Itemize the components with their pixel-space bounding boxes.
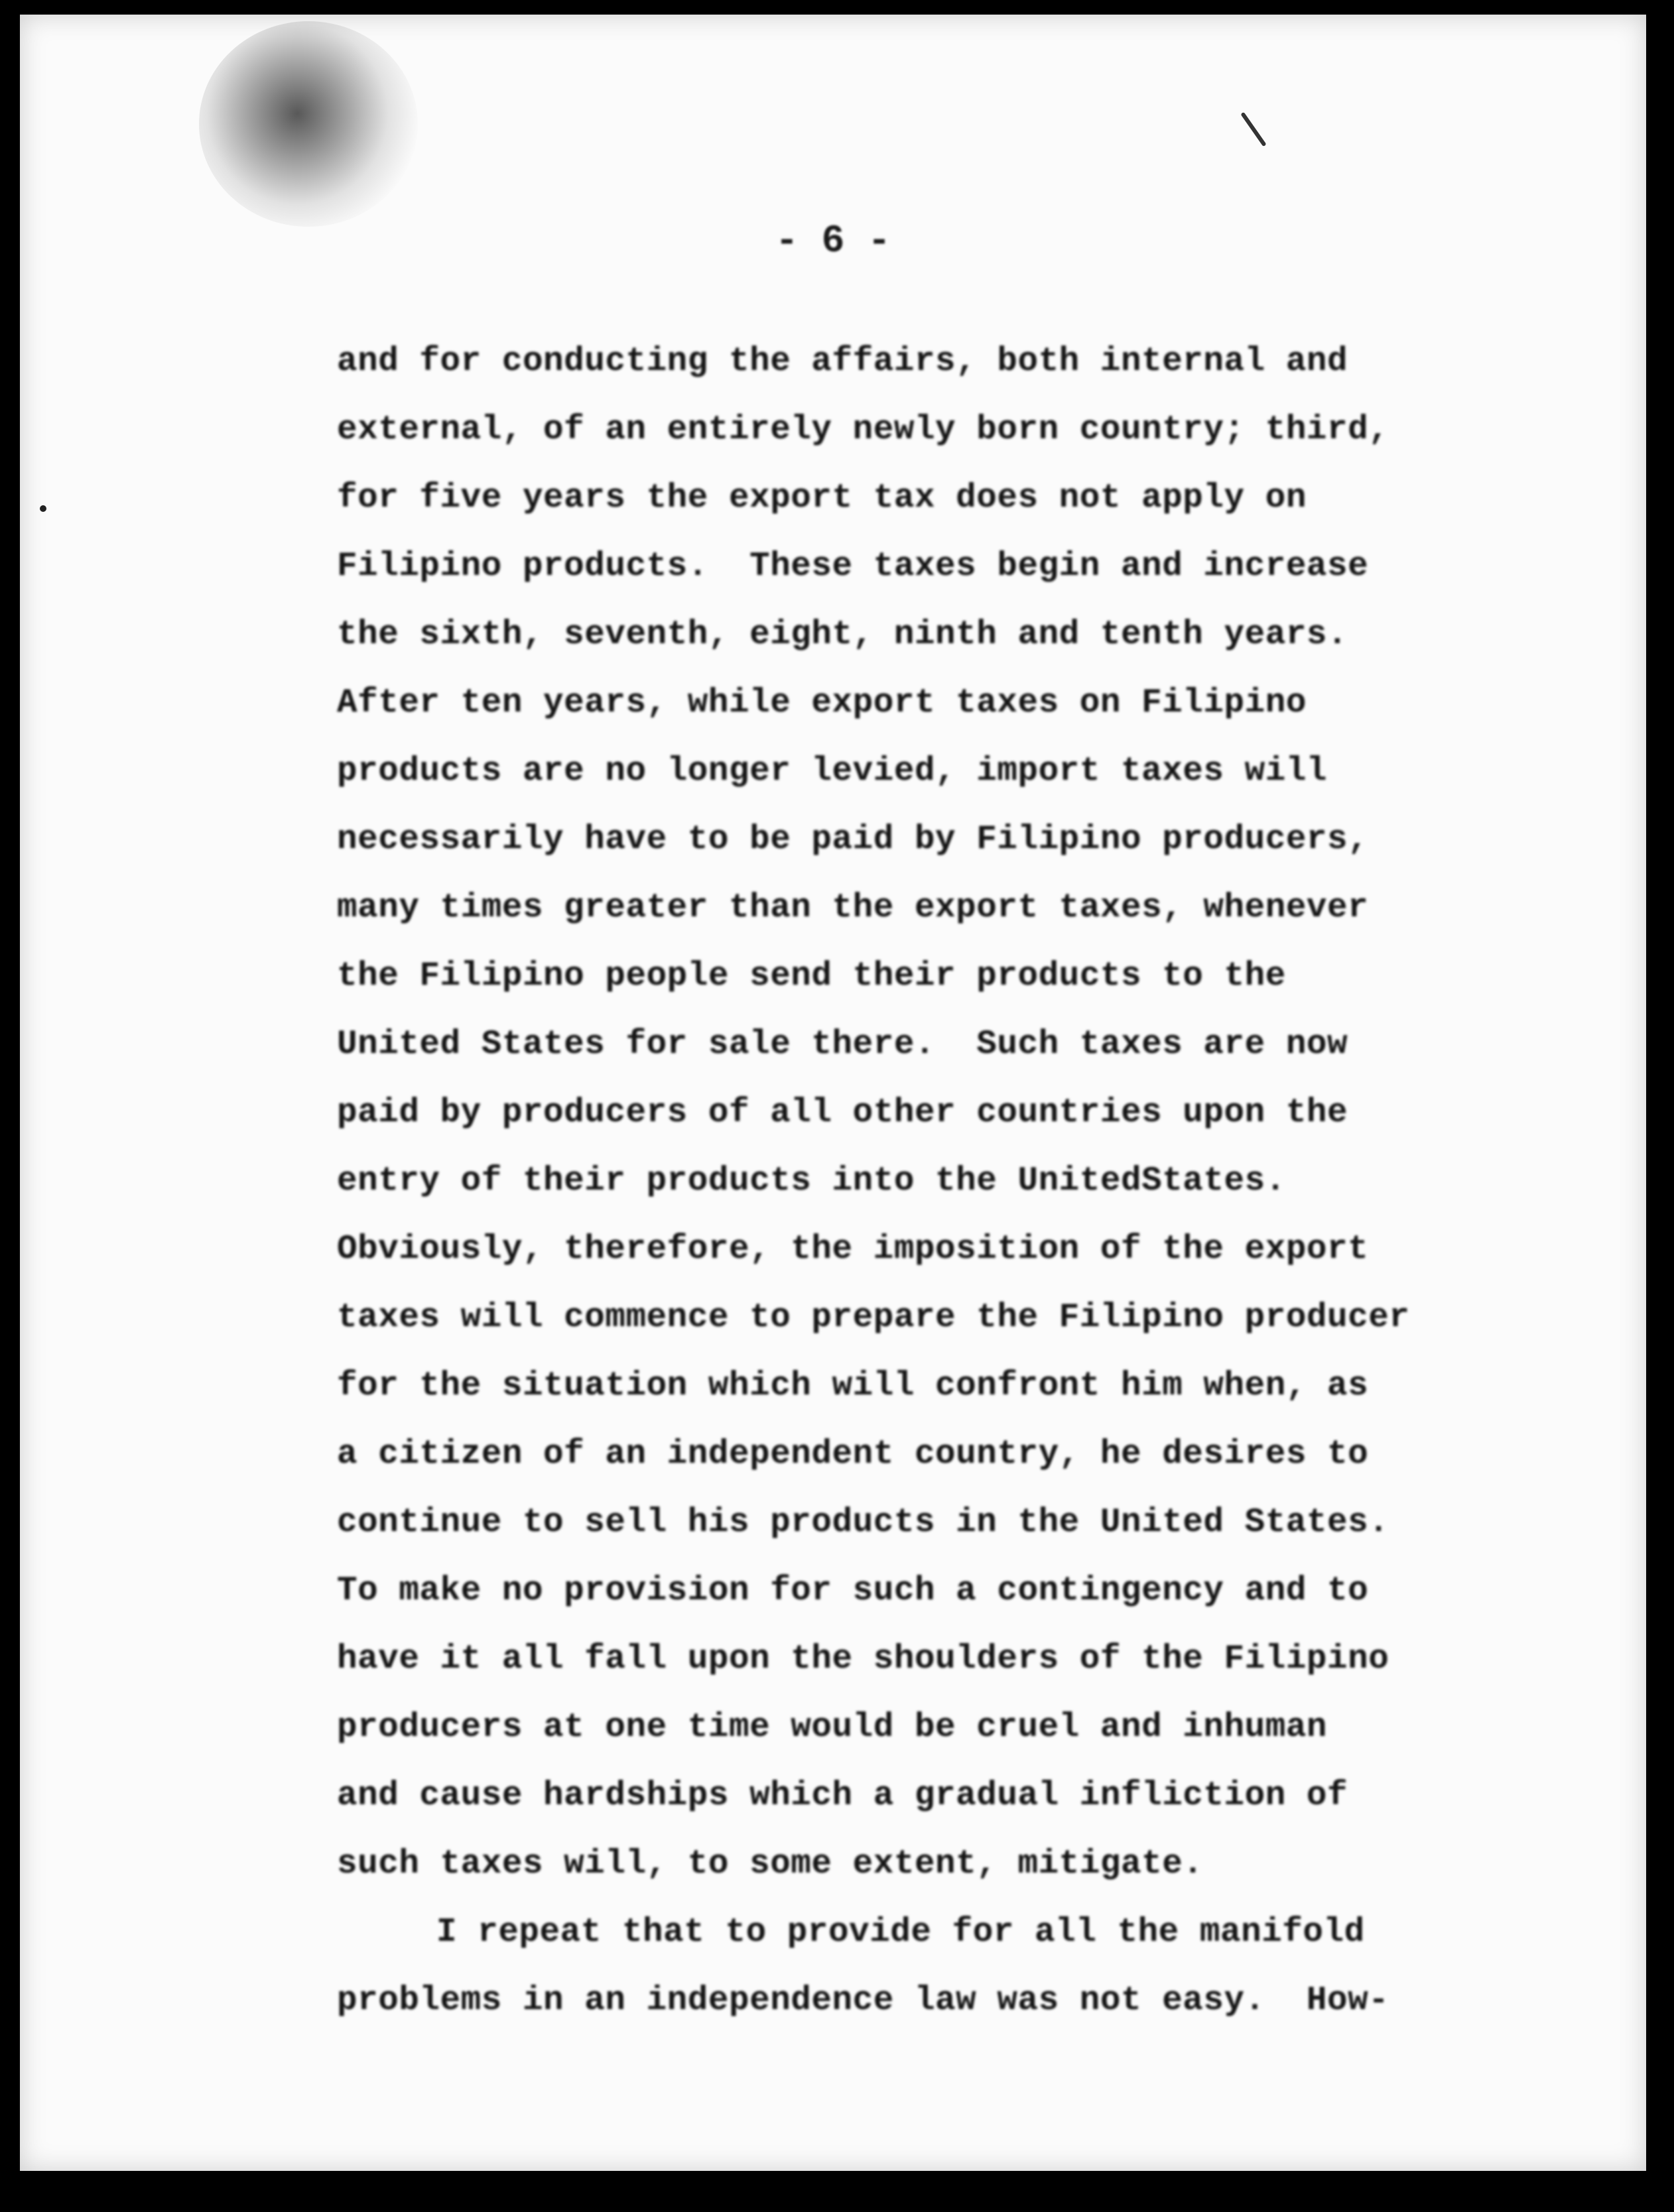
text-line: Filipino products. These taxes begin and increase	[337, 548, 1369, 585]
text-line: United States for sale there. Such taxes are now	[337, 1026, 1348, 1064]
text-line: taxes will commence to prepare the Filipino producer	[337, 1299, 1410, 1337]
text-line: a citizen of an independent country, he desires to	[337, 1436, 1369, 1473]
text-line: products are no longer levied, import taxes will	[337, 753, 1328, 790]
page-number: - 6 -	[775, 220, 891, 263]
document-page	[20, 15, 1646, 2171]
text-line: continue to sell his products in the United States.	[337, 1504, 1389, 1542]
text-line: have it all fall upon the shoulders of the Filipino	[337, 1640, 1389, 1678]
text-line: the sixth, seventh, eight, ninth and tenth years.	[337, 616, 1348, 654]
text-line: necessarily have to be paid by Filipino producers,	[337, 821, 1369, 859]
text-line: external, of an entirely newly born country; third,	[337, 411, 1389, 449]
pen-mark	[1240, 112, 1266, 147]
text-line: Obviously, therefore, the imposition of the export	[337, 1231, 1369, 1268]
paragraph-start-line: I repeat that to provide for all the manifold	[436, 1914, 1365, 1951]
typed-text-body	[337, 328, 1464, 2035]
text-line: many times greater than the export taxes, whenever	[337, 889, 1369, 927]
text-line: such taxes will, to some extent, mitigate.	[337, 1845, 1204, 1883]
text-line: and for conducting the affairs, both internal and	[337, 343, 1348, 381]
text-line: for five years the export tax does not apply on	[337, 479, 1307, 517]
ink-smudge	[199, 21, 418, 227]
text-line: and cause hardships which a gradual infliction of	[337, 1777, 1348, 1815]
text-line: for the situation which will confront him when, as	[337, 1367, 1369, 1405]
text-line: producers at one time would be cruel and inhuman	[337, 1709, 1328, 1747]
text-line: problems in an independence law was not easy. How-	[337, 1982, 1389, 2020]
text-line: To make no provision for such a contingency and to	[337, 1572, 1369, 1610]
text-line: the Filipino people send their products to the	[337, 957, 1286, 995]
text-line: paid by producers of all other countries upon the	[337, 1094, 1348, 1132]
text-line: entry of their products into the UnitedStates.	[337, 1162, 1286, 1200]
ink-dot	[40, 505, 46, 512]
text-line: After ten years, while export taxes on Filipino	[337, 684, 1307, 722]
